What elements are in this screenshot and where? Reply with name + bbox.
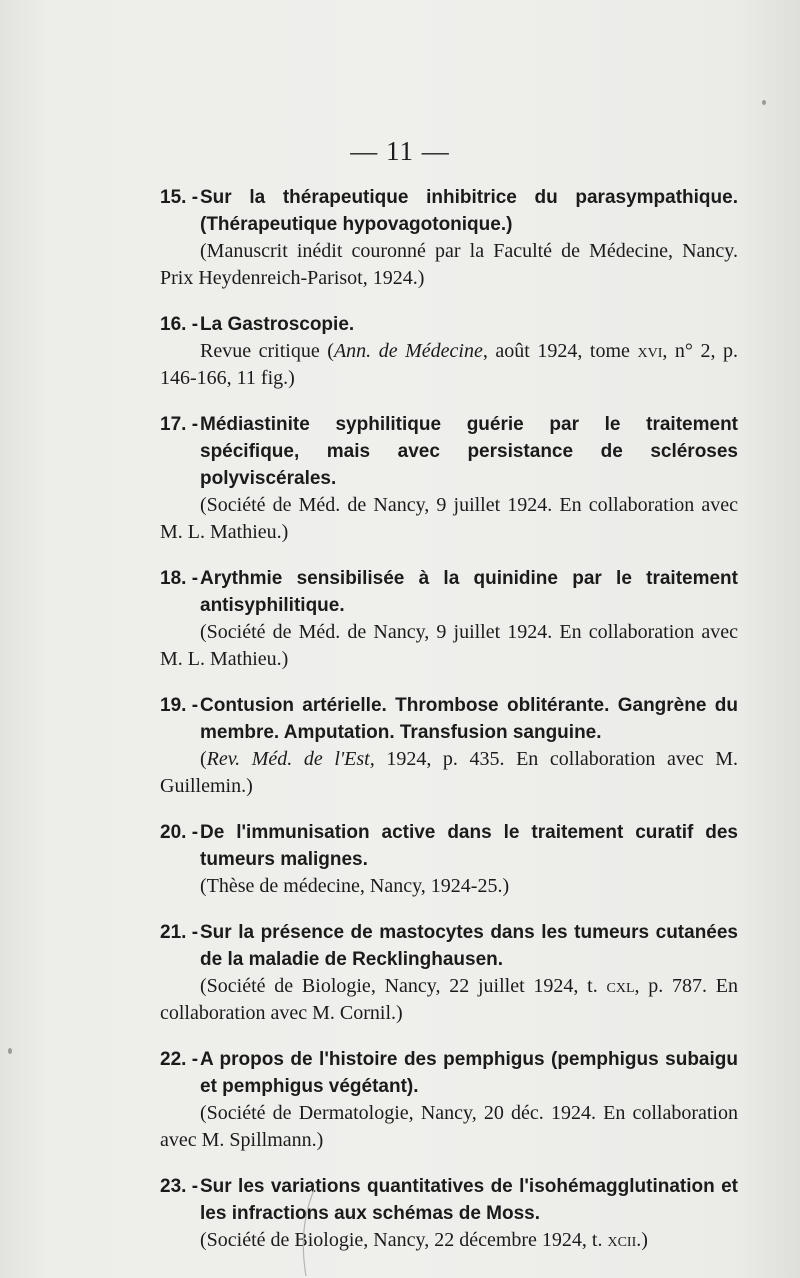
reference-text: (Société de Biologie, Nancy, 22 juillet 1924, t. [200, 975, 607, 997]
entry-16 [160, 311, 738, 392]
journal-name: Ann. de Médecine [333, 340, 483, 362]
reference-text: , août 1924, tome [482, 340, 638, 362]
entry-20 [160, 819, 738, 900]
paper-speck [8, 1048, 12, 1054]
page-number: — 11 — [350, 136, 450, 166]
entry-18 [160, 565, 738, 673]
entry-title [160, 565, 738, 619]
entry-reference: (Société de Méd. de Nancy, 9 juillet 1924. En collaboration avec M. L. Mathieu.) [160, 621, 738, 670]
entry-21 [160, 919, 738, 1027]
entry-title [160, 411, 738, 492]
entry-15 [160, 184, 738, 292]
entry-reference [160, 338, 738, 392]
reference-text: ( [200, 748, 207, 770]
entry-title [160, 919, 738, 973]
reference-text: Revue critique ( [200, 340, 334, 362]
entry-17 [160, 411, 738, 546]
entry-reference [160, 1227, 738, 1254]
entry-title-text: A propos de l'histoire des pemphigus (pemphigus subaigu et pemphigus végétant). [200, 1049, 738, 1097]
volume-numeral: cxl [606, 975, 635, 997]
entry-title-text: Sur les variations quantitatives de l'isohémagglutination et les infractions aux schémas de Moss. [200, 1176, 738, 1224]
entry-title [160, 1173, 738, 1227]
scan-artifact-curve [292, 1188, 322, 1278]
reference-text: , p. 787. En collaboration avec M. Cornil.) [160, 975, 739, 1024]
entry-number: 19. - [160, 695, 199, 716]
entry-title-text: De l'immunisation active dans le traitement curatif des tumeurs malignes. [200, 822, 738, 870]
entry-number: 17. - [160, 414, 199, 435]
entry-title-text: La Gastroscopie. [200, 314, 355, 335]
entry-title-text: Arythmie sensibilisée à la quinidine par le traitement antisyphilitique. [200, 568, 738, 616]
entry-reference: (Société de Dermatologie, Nancy, 20 déc. 1924. En collaboration avec M. Spillmann.) [160, 1102, 738, 1151]
entry-22 [160, 1046, 738, 1154]
entry-23 [160, 1173, 738, 1254]
entry-number: 18. - [160, 568, 199, 589]
reference-text: 1924, p. 435. En collaboration avec M. Guillemin.) [160, 748, 738, 797]
entry-number: 22. - [160, 1049, 199, 1070]
entry-number: 23. - [160, 1176, 199, 1197]
bibliography-list [160, 184, 738, 1273]
entry-title-text: Sur la thérapeutique inhibitrice du parasympathique. (Thérapeutique hypovagotonique.) [200, 187, 738, 235]
entry-title [160, 819, 738, 873]
entry-title-text: Sur la présence de mastocytes dans les tumeurs cutanées de la maladie de Recklinghausen. [200, 922, 738, 970]
entry-reference [160, 973, 738, 1027]
entry-reference: (Société de Méd. de Nancy, 9 juillet 1924. En collaboration avec M. L. Mathieu.) [160, 494, 738, 543]
entry-title [160, 311, 738, 338]
reference-text: , n° 2, p. 146-166, 11 fig.) [160, 340, 738, 389]
entry-number: 16. - [160, 314, 199, 335]
entry-title [160, 692, 738, 746]
entry-title [160, 184, 738, 238]
entry-title-text: Médiastinite syphilitique guérie par le traitement spécifique, mais avec persistance de scléroses polyviscérales. [200, 414, 738, 489]
entry-number: 20. - [160, 822, 199, 843]
entry-title [160, 1046, 738, 1100]
volume-numeral: xvi [637, 340, 663, 362]
reference-text: .) [636, 1229, 648, 1251]
entry-19 [160, 692, 738, 800]
entry-number: 15. - [160, 187, 199, 208]
entry-title-text: Contusion artérielle. Thrombose oblitérante. Gangrène du membre. Amputation. Transfusion sanguine. [200, 695, 738, 743]
journal-name: Rev. Méd. de l'Est, [206, 748, 375, 770]
volume-numeral: xcii [607, 1229, 637, 1251]
entry-reference: (Thèse de médecine, Nancy, 1924-25.) [200, 875, 510, 897]
reference-text: (Société de Biologie, Nancy, 22 décembre 1924, t. [200, 1229, 608, 1251]
entry-number: 21. - [160, 922, 199, 943]
paper-speck [762, 100, 766, 105]
entry-reference: (Manuscrit inédit couronné par la Faculté de Médecine, Nancy. Prix Heydenreich-Parisot, 1924.) [160, 240, 738, 289]
entry-reference [160, 746, 738, 800]
